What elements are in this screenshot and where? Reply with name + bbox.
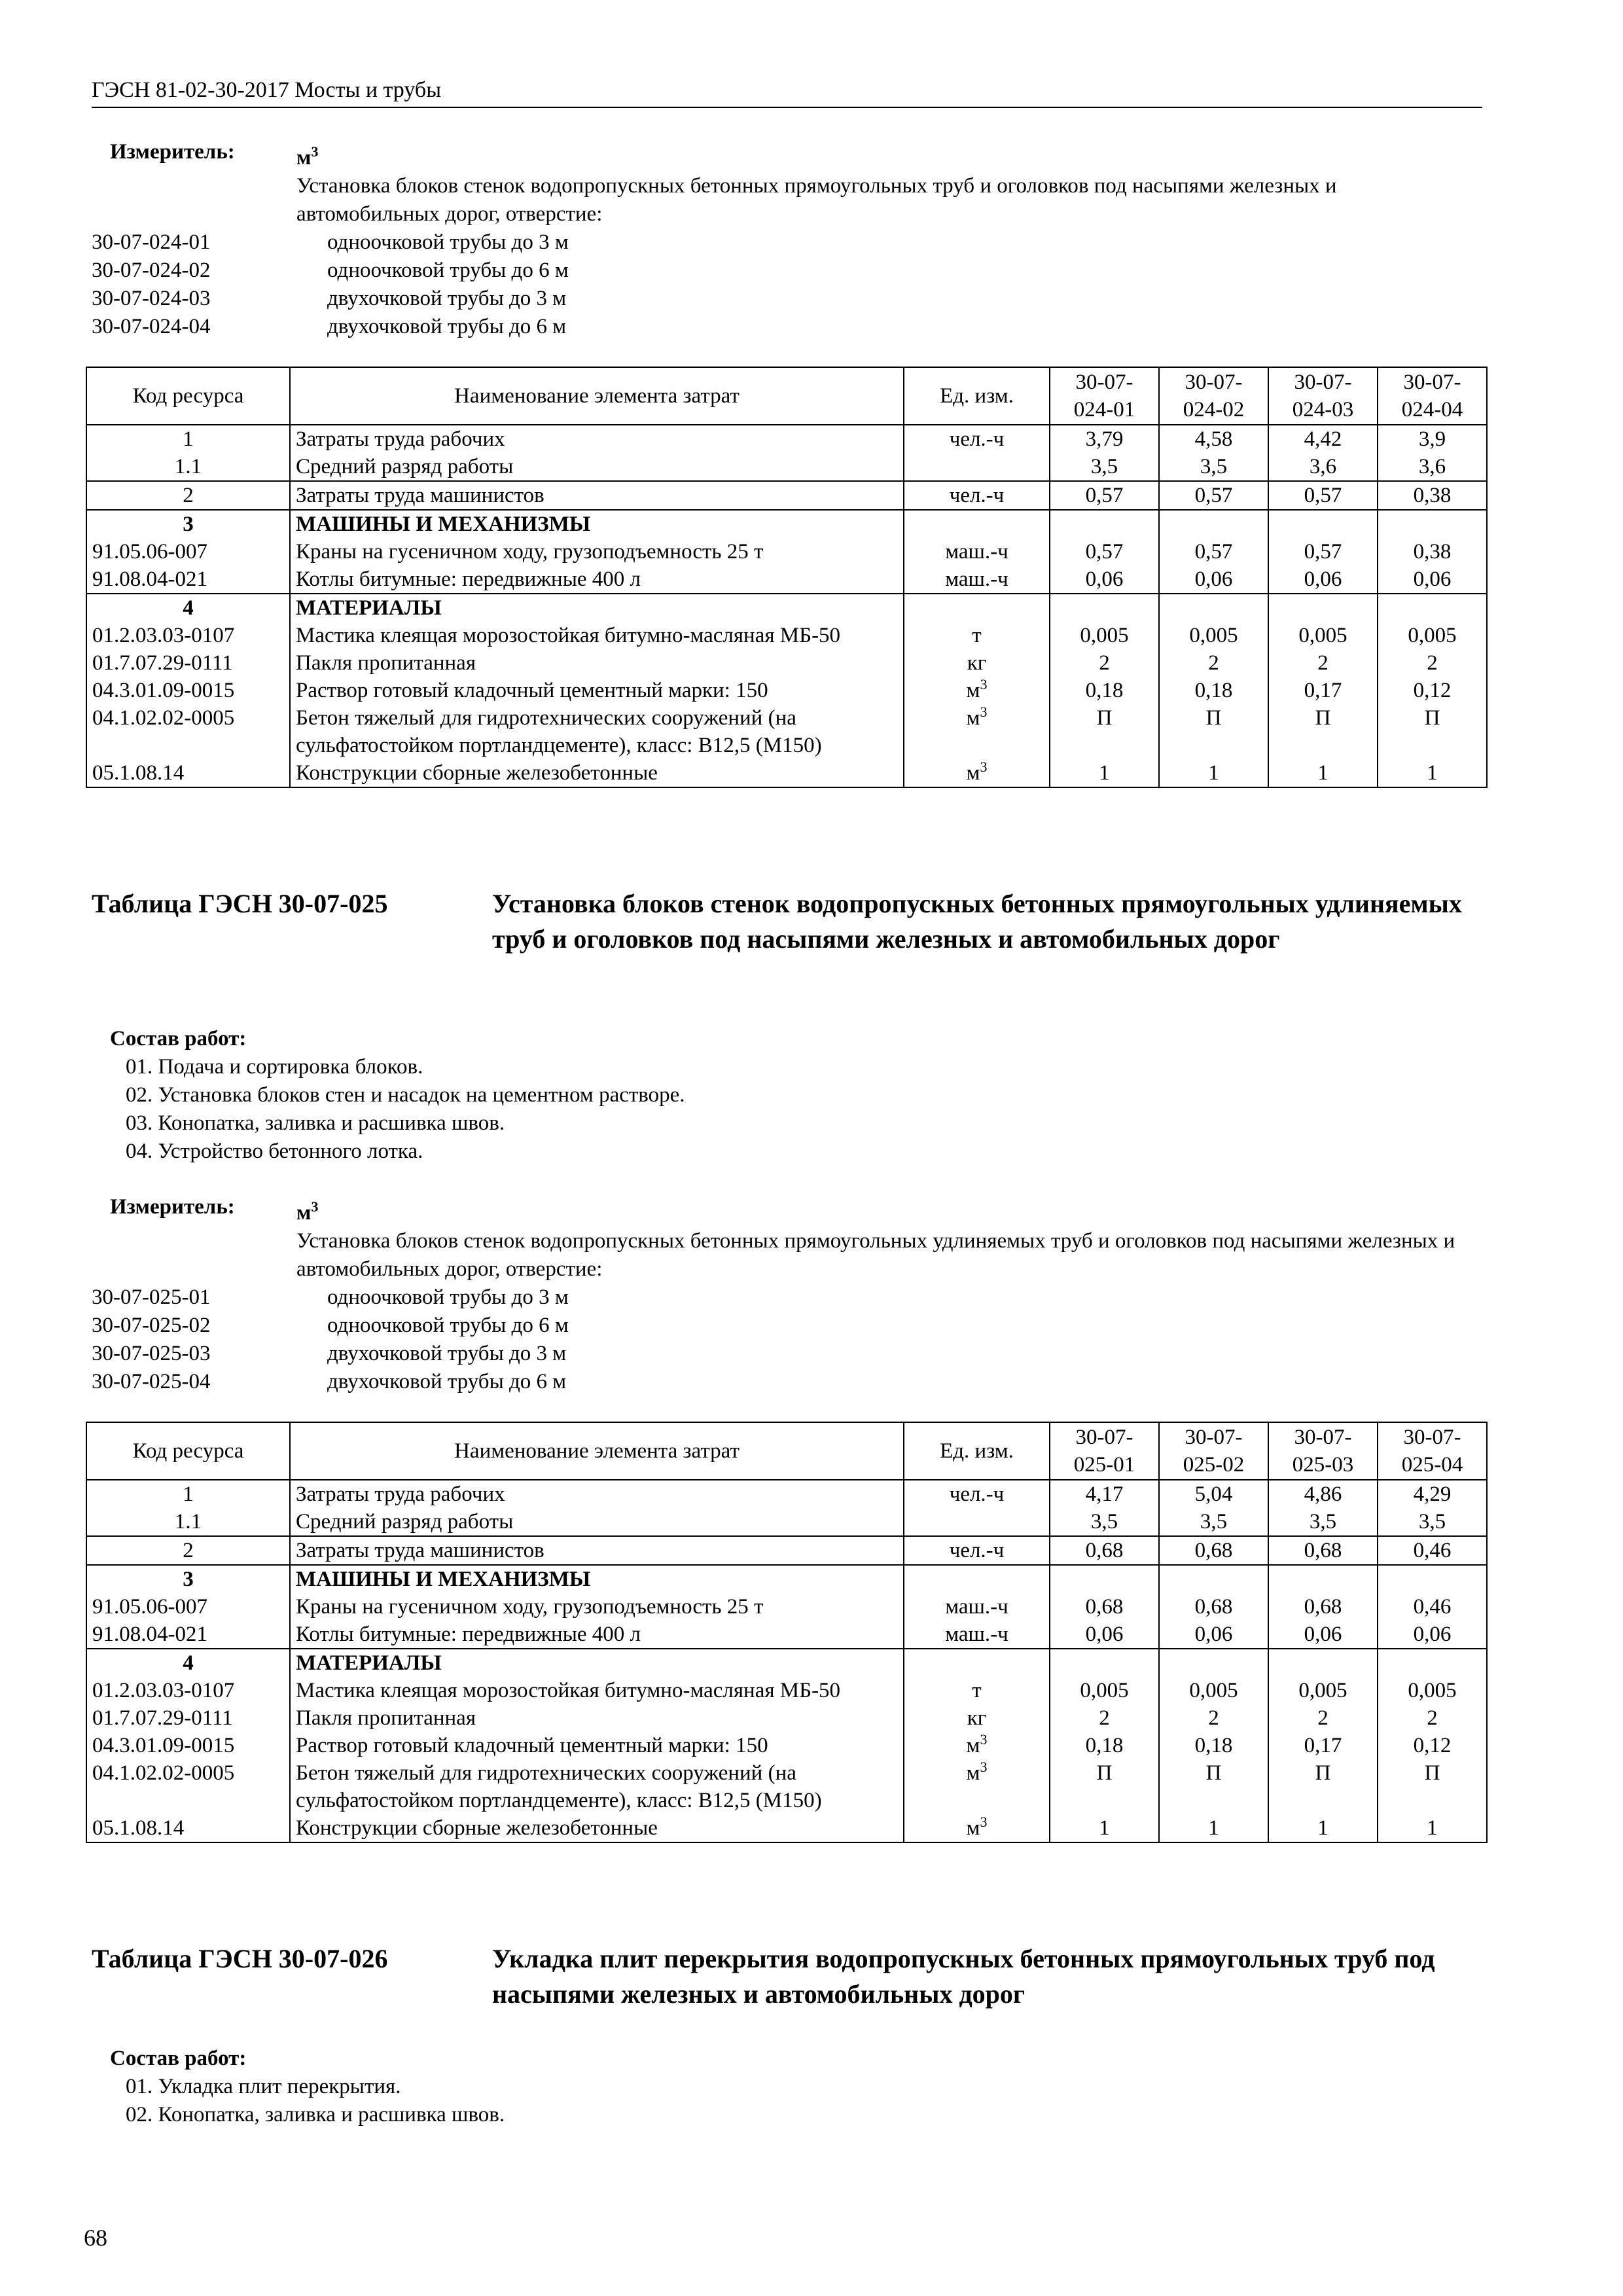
unit-text: т: [972, 624, 982, 647]
norm-value: П: [1050, 704, 1159, 759]
table-row: [86, 1704, 1487, 1732]
resource-code: 01.7.07.29-0111: [86, 649, 290, 677]
column-header: 30-07- 025-04: [1378, 1422, 1487, 1480]
norm-value: 3,5: [1378, 1508, 1487, 1536]
unit-text: маш.-ч: [945, 1595, 1008, 1619]
unit-text: кг: [967, 1706, 987, 1730]
norm-value: 1: [1268, 759, 1378, 787]
resource-code: 91.08.04-021: [86, 565, 290, 594]
resource-name: Котлы битумные: передвижные 400 л: [290, 565, 904, 594]
norm-value: [1050, 510, 1159, 538]
norm-value: 0,57: [1268, 538, 1378, 565]
resource-unit: [904, 1759, 1050, 1814]
table-row: [86, 1593, 1487, 1621]
table-name: Укладка плит перекрытия водопропускных бетонных прямоугольных труб под насыпями железных и автомобильных дорог: [492, 1944, 1435, 2009]
resource-code: 91.05.06-007: [86, 538, 290, 565]
column-header: Наименование элемента затрат: [290, 1422, 904, 1480]
norm-value: [1378, 594, 1487, 622]
meter-unit: $м^3$: [296, 143, 319, 170]
resource-unit: [904, 481, 1050, 510]
norm-value: [1050, 1565, 1159, 1593]
table-row: [86, 704, 1487, 759]
unit-exponent: 3: [980, 676, 988, 692]
resource-name: Бетон тяжелый для гидротехнических сооружений (на сульфатостойком портландцементе), класс: В12,5 (М150): [290, 1759, 904, 1814]
table-row: [86, 1814, 1487, 1842]
norm-value: 0,06: [1159, 1621, 1268, 1649]
norm-value: 0,06: [1268, 1621, 1378, 1649]
norm-value: П: [1268, 1759, 1378, 1814]
norm-value: 0,005: [1378, 622, 1487, 649]
norm-value: [1050, 1649, 1159, 1677]
norm-code-text: одноочковой трубы до 3 м: [327, 1285, 569, 1309]
resource-code: 04.1.02.02-0005: [86, 1759, 290, 1814]
norm-code-text: двухочковой трубы до 3 м: [327, 1342, 567, 1365]
resource-name: МАШИНЫ И МЕХАНИЗМЫ: [290, 1565, 904, 1593]
norm-value: [1268, 510, 1378, 538]
resource-name: Средний разряд работы: [290, 1508, 904, 1536]
meter-label: Измеритель:: [110, 1195, 235, 1219]
norm-value: 0,68: [1268, 1536, 1378, 1565]
norm-value: 4,58: [1159, 425, 1268, 453]
code-row: [92, 313, 1482, 341]
norm-value: 1: [1378, 759, 1487, 787]
unit-text: м: [966, 1734, 980, 1757]
table-row: [86, 453, 1487, 481]
norm-value: 2: [1050, 649, 1159, 677]
norm-value: 3,5: [1159, 1508, 1268, 1536]
table-number: Таблица ГЭСН 30-07-026: [92, 1944, 388, 1973]
norm-value: 3,5: [1050, 1508, 1159, 1536]
resource-code: 01.2.03.03-0107: [86, 622, 290, 649]
unit-text: м: [966, 706, 980, 730]
norm-value: [1159, 1649, 1268, 1677]
norm-value: 5,04: [1159, 1480, 1268, 1508]
table-row: [86, 1759, 1487, 1814]
norm-value: 0,18: [1050, 1732, 1159, 1759]
table-row: [86, 1480, 1487, 1508]
norm-value: 0,12: [1378, 677, 1487, 704]
resource-unit: [904, 425, 1050, 453]
resource-unit: [904, 1480, 1050, 1508]
norm-value: 0,46: [1378, 1536, 1487, 1565]
unit-text: чел.-ч: [949, 1539, 1005, 1562]
meter-label: Измеритель:: [110, 140, 235, 164]
norm-value: 1: [1050, 759, 1159, 787]
norm-value: 0,005: [1050, 622, 1159, 649]
table-row: [86, 622, 1487, 649]
resource-unit: [904, 594, 1050, 622]
resource-name: МАТЕРИАЛЫ: [290, 594, 904, 622]
meter-row: [92, 137, 1482, 172]
resource-name: Пакля пропитанная: [290, 649, 904, 677]
table-row: [86, 1649, 1487, 1677]
unit-text: м: [966, 1816, 980, 1840]
resource-table-024: [86, 367, 1488, 788]
resource-unit: [904, 1814, 1050, 1842]
norm-value: 0,06: [1378, 1621, 1487, 1649]
resource-name: Бетон тяжелый для гидротехнических сооружений (на сульфатостойком портландцементе), класс: В12,5 (М150): [290, 704, 904, 759]
norm-value: 3,6: [1378, 453, 1487, 481]
table-row: [86, 425, 1487, 453]
norm-code: 30-07-024-03: [92, 287, 211, 310]
norm-value: 3,5: [1159, 453, 1268, 481]
resource-code: 04.3.01.09-0015: [86, 1732, 290, 1759]
norm-value: 2: [1268, 649, 1378, 677]
column-header: Код ресурса: [86, 367, 290, 425]
norm-value: [1159, 1565, 1268, 1593]
norm-code: 30-07-025-01: [92, 1285, 211, 1309]
resource-code: 4: [86, 1649, 290, 1677]
norm-value: 0,57: [1050, 538, 1159, 565]
resource-name: Затраты труда рабочих: [290, 425, 904, 453]
code-row: [92, 1368, 1482, 1396]
resource-name: Затраты труда рабочих: [290, 1480, 904, 1508]
norm-value: 1: [1378, 1814, 1487, 1842]
unit-exponent: 3: [980, 1731, 988, 1748]
resource-code: 01.2.03.03-0107: [86, 1677, 290, 1704]
norm-code: 30-07-025-02: [92, 1314, 211, 1337]
resource-code: 1: [86, 1480, 290, 1508]
meter-block-025: [92, 1193, 1482, 1396]
norm-value: 0,38: [1378, 538, 1487, 565]
table-header-row: [86, 367, 1487, 425]
norm-value: 4,42: [1268, 425, 1378, 453]
norm-value: 0,57: [1050, 481, 1159, 510]
norm-value: [1378, 1649, 1487, 1677]
column-header: 30-07- 025-01: [1050, 1422, 1159, 1480]
resource-code: 91.08.04-021: [86, 1621, 290, 1649]
resource-name: Средний разряд работы: [290, 453, 904, 481]
column-header: 30-07- 024-01: [1050, 367, 1159, 425]
resource-name: Затраты труда машинистов: [290, 481, 904, 510]
norm-value: [1268, 594, 1378, 622]
norm-value: 2: [1159, 1704, 1268, 1732]
resource-unit: [904, 704, 1050, 759]
resource-name: Конструкции сборные железобетонные: [290, 1814, 904, 1842]
norm-value: [1050, 594, 1159, 622]
norm-value: 2: [1378, 649, 1487, 677]
norm-code: 30-07-025-03: [92, 1342, 211, 1365]
norm-value: 4,86: [1268, 1480, 1378, 1508]
column-header: 30-07- 024-03: [1268, 367, 1378, 425]
unit-text: м: [966, 761, 980, 785]
unit-exponent: 3: [980, 1814, 988, 1830]
unit-text: чел.-ч: [949, 427, 1005, 451]
resource-code: 91.05.06-007: [86, 1593, 290, 1621]
resource-unit: [904, 1649, 1050, 1677]
table-row: [86, 565, 1487, 594]
norm-value: П: [1378, 1759, 1487, 1814]
norm-value: [1268, 1565, 1378, 1593]
table-row: [86, 759, 1487, 787]
resource-unit: [904, 453, 1050, 481]
norm-value: [1159, 510, 1268, 538]
resource-code: 04.1.02.02-0005: [86, 704, 290, 759]
works-item: 01. Подача и сортировка блоков.: [126, 1055, 423, 1079]
resource-code: 4: [86, 594, 290, 622]
table-row: [86, 1677, 1487, 1704]
table-header-row: [86, 1422, 1487, 1480]
norm-value: 1: [1050, 1814, 1159, 1842]
table-row: [86, 649, 1487, 677]
norm-value: 4,29: [1378, 1480, 1487, 1508]
column-header: Наименование элемента затрат: [290, 367, 904, 425]
norm-value: П: [1159, 704, 1268, 759]
column-header: 30-07- 024-02: [1159, 367, 1268, 425]
resource-name: Краны на гусеничном ходу, грузоподъемность 25 т: [290, 1593, 904, 1621]
meter-description: Установка блоков стенок водопропускных бетонных прямоугольных труб и оголовков под насыпями железных и автомобильных дорог, отверстие:: [296, 174, 1337, 226]
norm-code: 30-07-024-04: [92, 315, 211, 338]
norm-value: 1: [1159, 1814, 1268, 1842]
norm-value: 3,6: [1268, 453, 1378, 481]
unit-text: чел.-ч: [949, 1482, 1005, 1506]
resource-name: Раствор готовый кладочный цементный марки: 150: [290, 1732, 904, 1759]
code-row: [92, 1312, 1482, 1340]
norm-value: 0,18: [1159, 677, 1268, 704]
code-row: [92, 285, 1482, 313]
unit-text: маш.-ч: [945, 1623, 1008, 1646]
resource-name: МАШИНЫ И МЕХАНИЗМЫ: [290, 510, 904, 538]
resource-name: Мастика клеящая морозостойкая битумно-масляная МБ-50: [290, 1677, 904, 1704]
norm-value: 0,06: [1268, 565, 1378, 594]
norm-code-text: двухочковой трубы до 6 м: [327, 315, 567, 338]
norm-code: 30-07-024-01: [92, 230, 211, 254]
resource-unit: [904, 1508, 1050, 1536]
norm-code-text: двухочковой трубы до 6 м: [327, 1370, 567, 1393]
resource-table-025: [86, 1422, 1488, 1843]
table-title-025: [92, 886, 1482, 957]
unit-text: маш.-ч: [945, 567, 1008, 591]
norm-value: 3,5: [1268, 1508, 1378, 1536]
resource-code: 2: [86, 1536, 290, 1565]
column-header: 30-07- 025-02: [1159, 1422, 1268, 1480]
norm-value: 2: [1378, 1704, 1487, 1732]
code-row: [92, 228, 1482, 257]
resource-unit: [904, 622, 1050, 649]
resource-code: 04.3.01.09-0015: [86, 677, 290, 704]
norm-value: 0,005: [1268, 1677, 1378, 1704]
norm-value: 0,18: [1050, 677, 1159, 704]
resource-unit: [904, 565, 1050, 594]
table-row: [86, 1621, 1487, 1649]
resource-code: 05.1.08.14: [86, 1814, 290, 1842]
norm-value: 0,68: [1050, 1593, 1159, 1621]
norm-value: 0,68: [1050, 1536, 1159, 1565]
column-header: Ед. изм.: [904, 1422, 1050, 1480]
column-header: 30-07- 025-03: [1268, 1422, 1378, 1480]
unit-text: м: [966, 1761, 980, 1785]
norm-value: 0,68: [1268, 1593, 1378, 1621]
works-item: 04. Устройство бетонного лотка.: [126, 1139, 423, 1163]
works-item: 02. Установка блоков стен и насадок на цементном растворе.: [126, 1083, 685, 1107]
resource-name: Пакля пропитанная: [290, 1704, 904, 1732]
table-row: [86, 481, 1487, 510]
resource-code: 1: [86, 425, 290, 453]
resource-code: 1.1: [86, 1508, 290, 1536]
resource-name: МАТЕРИАЛЫ: [290, 1649, 904, 1677]
resource-name: Краны на гусеничном ходу, грузоподъемность 25 т: [290, 538, 904, 565]
norm-value: 3,5: [1050, 453, 1159, 481]
norm-value: 2: [1268, 1704, 1378, 1732]
works-heading: Состав работ:: [110, 2047, 247, 2070]
unit-text: маш.-ч: [945, 540, 1008, 564]
resource-unit: [904, 1536, 1050, 1565]
meter-description: Установка блоков стенок водопропускных бетонных прямоугольных удлиняемых труб и оголовков под насыпями железных и автомобильных дорог, отверстие:: [296, 1229, 1455, 1281]
norm-value: [1378, 1565, 1487, 1593]
table-row: [86, 1732, 1487, 1759]
norm-value: П: [1378, 704, 1487, 759]
resource-unit: [904, 1593, 1050, 1621]
resource-code: 2: [86, 481, 290, 510]
resource-unit: [904, 1732, 1050, 1759]
works-heading: Состав работ:: [110, 1027, 247, 1050]
unit-exponent: 3: [980, 759, 988, 775]
code-row: [92, 257, 1482, 285]
norm-value: 0,06: [1159, 565, 1268, 594]
page-number: 68: [84, 2225, 107, 2251]
column-header: Ед. изм.: [904, 367, 1050, 425]
resource-unit: [904, 1704, 1050, 1732]
works-list-026: [110, 2045, 505, 2129]
norm-value: [1268, 1649, 1378, 1677]
norm-value: 0,68: [1159, 1593, 1268, 1621]
norm-code-text: одноочковой трубы до 6 м: [327, 1314, 569, 1337]
norm-value: [1378, 510, 1487, 538]
unit-text: кг: [967, 651, 987, 675]
norm-code: 30-07-025-04: [92, 1370, 211, 1393]
works-item: 03. Конопатка, заливка и расшивка швов.: [126, 1111, 505, 1135]
norm-value: П: [1050, 1759, 1159, 1814]
norm-value: 0,17: [1268, 1732, 1378, 1759]
resource-unit: [904, 677, 1050, 704]
column-header: Код ресурса: [86, 1422, 290, 1480]
norm-value: 0,06: [1050, 1621, 1159, 1649]
table-row: [86, 677, 1487, 704]
norm-value: 0,57: [1159, 538, 1268, 565]
norm-value: 1: [1268, 1814, 1378, 1842]
resource-unit: [904, 1621, 1050, 1649]
code-row: [92, 1283, 1482, 1312]
table-number: Таблица ГЭСН 30-07-025: [92, 889, 388, 918]
norm-value: 0,005: [1378, 1677, 1487, 1704]
norm-value: 0,005: [1050, 1677, 1159, 1704]
resource-unit: [904, 510, 1050, 538]
column-header: 30-07- 024-04: [1378, 367, 1487, 425]
norm-code: 30-07-024-02: [92, 259, 211, 282]
resource-name: Мастика клеящая морозостойкая битумно-масляная МБ-50: [290, 622, 904, 649]
resource-unit: [904, 649, 1050, 677]
resource-code: 1.1: [86, 453, 290, 481]
norm-value: 0,17: [1268, 677, 1378, 704]
resource-name: Раствор готовый кладочный цементный марки: 150: [290, 677, 904, 704]
table-row: [86, 1508, 1487, 1536]
works-list-025: [110, 1025, 685, 1166]
norm-value: 1: [1159, 759, 1268, 787]
table-row: [86, 510, 1487, 538]
meter-row: [92, 1193, 1482, 1227]
norm-value: 3,79: [1050, 425, 1159, 453]
code-row: [92, 1340, 1482, 1368]
table-row: [86, 1536, 1487, 1565]
resource-code: 3: [86, 1565, 290, 1593]
norm-value: 3,9: [1378, 425, 1487, 453]
norm-value: 0,005: [1268, 622, 1378, 649]
code-list: [92, 1283, 1482, 1396]
norm-value: 0,57: [1268, 481, 1378, 510]
table-name: Установка блоков стенок водопропускных бетонных прямоугольных удлиняемых труб и оголовков под насыпями железных и автомобильных дорог: [492, 889, 1462, 954]
norm-value: 4,17: [1050, 1480, 1159, 1508]
norm-code-text: двухочковой трубы до 3 м: [327, 287, 567, 310]
norm-code-text: одноочковой трубы до 6 м: [327, 259, 569, 282]
running-header: ГЭСН 81-02-30-2017 Мосты и трубы: [92, 76, 1482, 108]
norm-value: П: [1159, 1759, 1268, 1814]
table-row: [86, 538, 1487, 565]
unit-text: т: [972, 1679, 982, 1702]
resource-unit: [904, 759, 1050, 787]
norm-value: 0,005: [1159, 1677, 1268, 1704]
resource-unit: [904, 538, 1050, 565]
table-row: [86, 1565, 1487, 1593]
resource-name: Котлы битумные: передвижные 400 л: [290, 1621, 904, 1649]
norm-value: 0,38: [1378, 481, 1487, 510]
resource-code: 05.1.08.14: [86, 759, 290, 787]
norm-value: 0,68: [1159, 1536, 1268, 1565]
meter-block-024: [92, 137, 1482, 341]
norm-code-text: одноочковой трубы до 3 м: [327, 230, 569, 254]
resource-unit: [904, 1565, 1050, 1593]
resource-code: 01.7.07.29-0111: [86, 1704, 290, 1732]
norm-value: 0,005: [1159, 622, 1268, 649]
unit-text: чел.-ч: [949, 484, 1005, 507]
norm-value: 2: [1159, 649, 1268, 677]
norm-value: 0,46: [1378, 1593, 1487, 1621]
unit-exponent: 3: [980, 704, 988, 720]
unit-text: м: [966, 679, 980, 702]
code-list: [92, 228, 1482, 341]
resource-code: 3: [86, 510, 290, 538]
meter-unit: $м^3$: [296, 1198, 319, 1225]
table-title-026: [92, 1941, 1482, 2012]
norm-value: 0,12: [1378, 1732, 1487, 1759]
works-item: 02. Конопатка, заливка и расшивка швов.: [126, 2103, 505, 2126]
norm-value: 0,06: [1378, 565, 1487, 594]
norm-value: 0,18: [1159, 1732, 1268, 1759]
norm-value: 0,06: [1050, 565, 1159, 594]
table-row: [86, 594, 1487, 622]
norm-value: 2: [1050, 1704, 1159, 1732]
resource-name: Конструкции сборные железобетонные: [290, 759, 904, 787]
norm-value: 0,57: [1159, 481, 1268, 510]
works-item: 01. Укладка плит перекрытия.: [126, 2075, 401, 2098]
resource-name: Затраты труда машинистов: [290, 1536, 904, 1565]
norm-value: П: [1268, 704, 1378, 759]
unit-exponent: 3: [980, 1759, 988, 1775]
norm-value: [1159, 594, 1268, 622]
resource-unit: [904, 1677, 1050, 1704]
